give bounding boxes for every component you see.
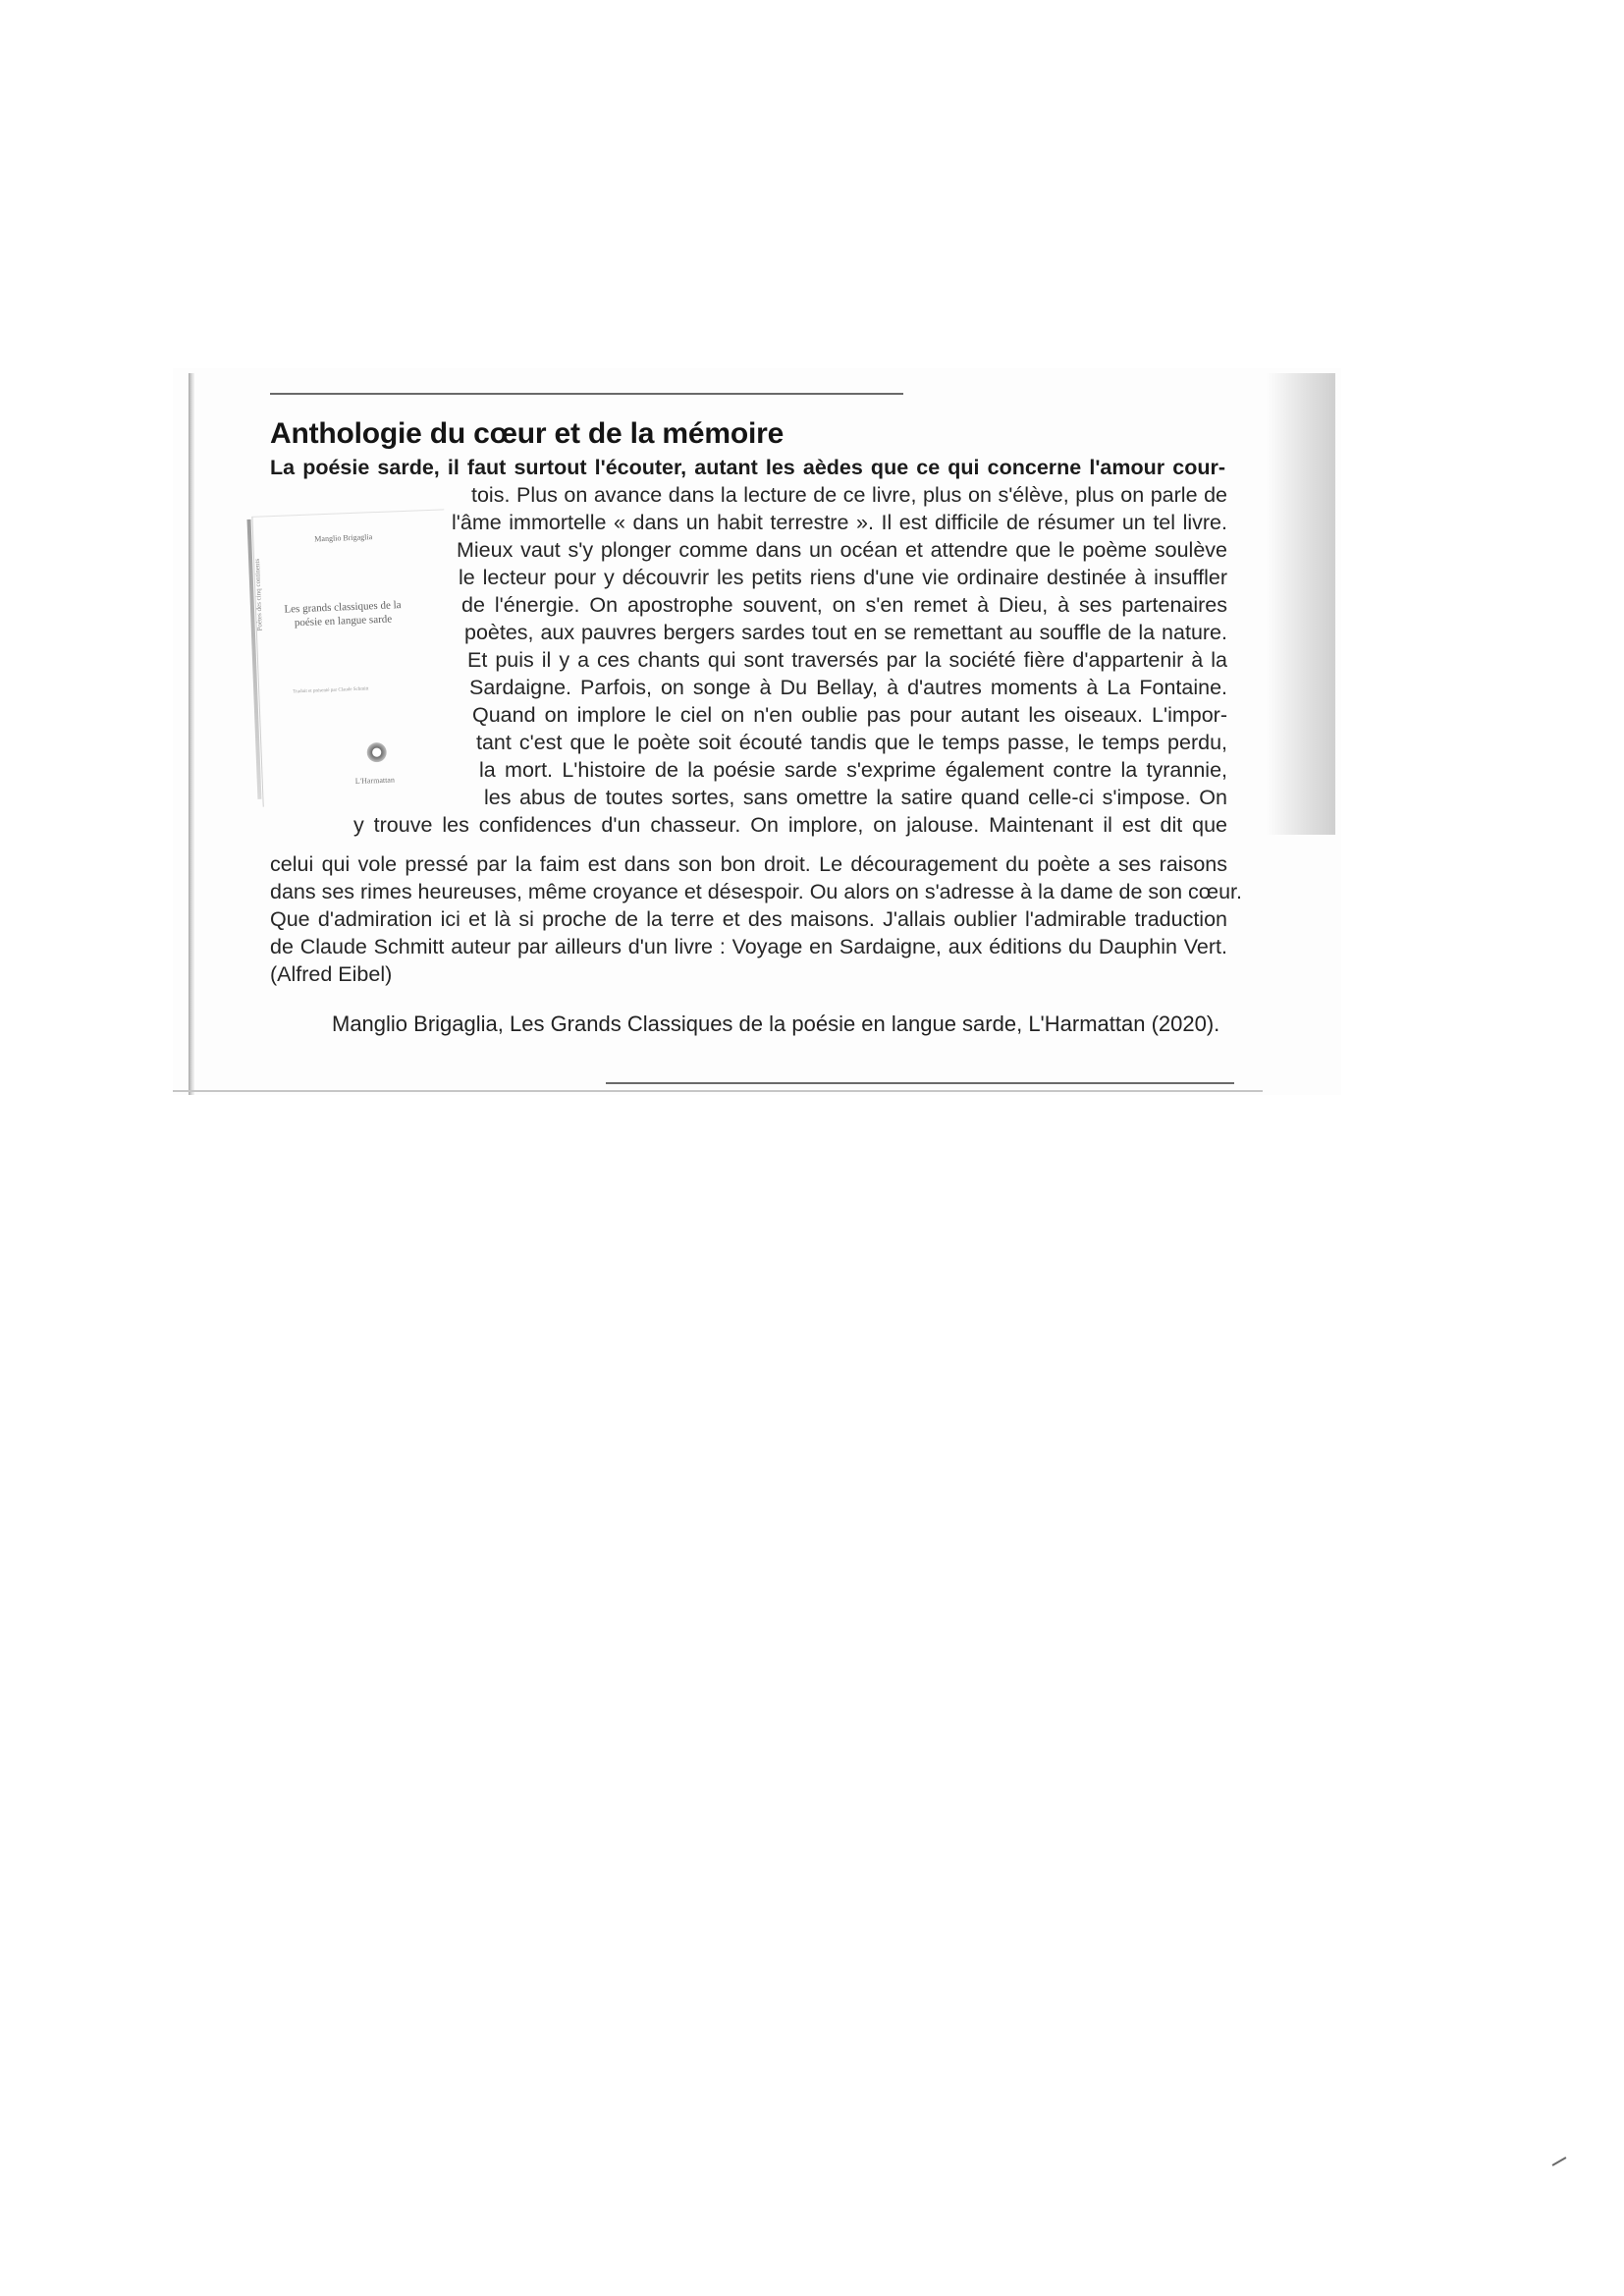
article-title: Anthologie du cœur et de la mémoire	[270, 417, 785, 450]
scan-shadow-right	[1267, 373, 1335, 835]
cover-title: Les grands classiques de la poésie en langue sarde	[284, 599, 402, 629]
body-line: Et puis il y a ces chants qui sont traversés par la société fière d'appartenir à la	[467, 648, 1227, 672]
body-line: celui qui vole pressé par la faim est dans son bon droit. Le découragement du poète a ses raisons	[270, 852, 1227, 876]
body-line: de l'énergie. On apostrophe souvent, on s'en remet à Dieu, à ses partenaires	[461, 593, 1227, 617]
body-line: les abus de toutes sortes, sans omettre la satire quand celle-ci s'impose. On	[484, 786, 1227, 809]
body-line: l'âme immortelle « dans un habit terrestre ». Il est difficile de résumer un tel livre.	[452, 511, 1227, 534]
body-line: Mieux vaut s'y plonger comme dans un océan et attendre que le poème soulève	[457, 538, 1227, 562]
bottom-rule	[606, 1082, 1234, 1084]
book-cover	[251, 509, 455, 806]
cover-publisher: L'Harmattan	[354, 775, 396, 787]
top-rule	[270, 393, 903, 395]
publisher-logo-icon	[366, 742, 387, 763]
article-lead: La poésie sarde, il faut surtout l'écouter, autant les aèdes que ce qui concerne l'amour cour-	[270, 456, 1225, 479]
body-line: de Claude Schmitt auteur par ailleurs d'un livre : Voyage en Sardaigne, aux éditions du Dauphin Vert.	[270, 935, 1227, 958]
cover-series: Poètes des cinq continents	[252, 558, 264, 631]
body-line: la mort. L'histoire de la poésie sarde s'exprime également contre la tyrannie,	[479, 758, 1227, 782]
pen-mark-icon	[1552, 2157, 1567, 2166]
body-line: Sardaigne. Parfois, on songe à Du Bellay, à d'autres moments à La Fontaine.	[469, 676, 1227, 699]
body-line: tant c'est que le poète soit écouté tandis que le temps passe, le temps perdu,	[476, 731, 1227, 754]
body-line: Que d'admiration ici et là si proche de la terre et des maisons. J'allais oublier l'admirable traduction	[270, 907, 1227, 931]
book-citation: Manglio Brigaglia, Les Grands Classiques de la poésie en langue sarde, L'Harmattan (2020).	[332, 1011, 1220, 1036]
body-line: tois. Plus on avance dans la lecture de ce livre, plus on s'élève, plus on parle de	[471, 483, 1227, 507]
body-line: le lecteur pour y découvrir les petits riens d'une vie ordinaire destinée à insuffler	[459, 566, 1227, 589]
scan-shadow-left	[189, 373, 194, 1095]
body-line: y trouve les confidences d'un chasseur. On implore, on jalouse. Maintenant il est dit que	[353, 813, 1227, 837]
body-line: poètes, aux pauvres bergers sardes tout en se remettant au souffle de la nature.	[464, 621, 1227, 644]
body-line: dans ses rimes heureuses, même croyance et désespoir. Ou alors on s'adresse à la dame de son cœur.	[270, 880, 1243, 903]
author-signature: (Alfred Eibel)	[270, 962, 393, 986]
cover-translator: Traduit et présenté par Claude Schmitt	[293, 686, 369, 695]
cover-author: Manglio Brigaglia	[314, 532, 373, 544]
body-line: Quand on implore le ciel on n'en oublie pas pour autant les oiseaux. L'impor-	[472, 703, 1227, 727]
scan-bottom-edge	[173, 1090, 1263, 1092]
